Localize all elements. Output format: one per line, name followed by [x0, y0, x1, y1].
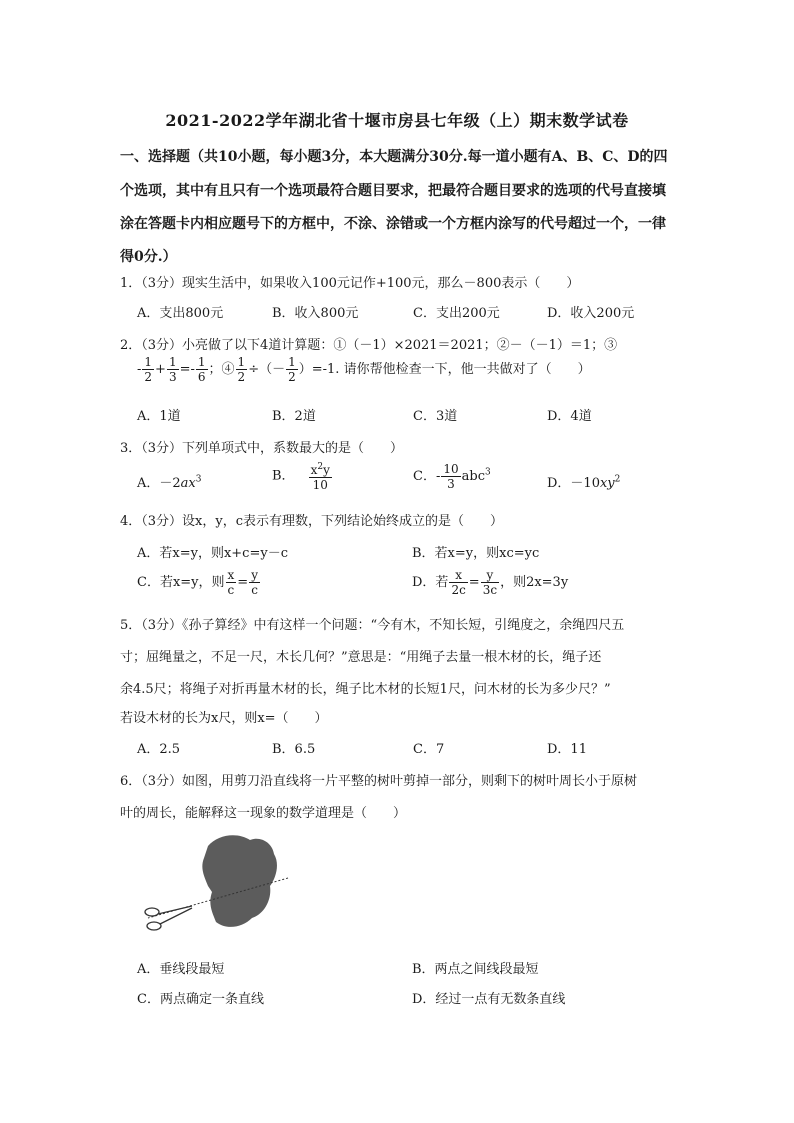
q2-option-c: C．3道 [413, 409, 458, 424]
division-sign: ÷（ [248, 362, 273, 377]
denominator: 2 [144, 370, 153, 384]
fraction [481, 568, 499, 597]
q6-option-a: A．垂线段最短 [137, 962, 225, 977]
question-5-line-1: 5．（3分）《孙子算经》中有这样一个问题：“今有木，不知长短，引绳度之，余绳四尺五 [120, 618, 625, 633]
q1-option-b: B．收入800元 [272, 306, 359, 321]
exponent: 2 [317, 462, 324, 472]
q3-option-c [413, 462, 491, 491]
question-3-stem: 3．（3分）下列单项式中，系数最大的是（ ） [120, 441, 404, 456]
fraction [286, 355, 298, 384]
fraction [449, 568, 467, 597]
denominator: 2c [451, 583, 466, 597]
question-2-tail: ）=-1. 请你帮他检查一下，他一共做对了（ ） [298, 362, 591, 377]
question-2-stem: 2．（3分）小亮做了以下4道计算题：①（－1）×2021＝2021；②－（－1）＝1；③ [120, 338, 618, 353]
option-label: B． [272, 468, 295, 484]
q3-option-d [547, 472, 620, 491]
question-6-line-2: 叶的周长，能解释这一现象的数学道理是（ ） [120, 806, 407, 821]
q5-option-a: A．2.5 [137, 742, 181, 757]
numerator: 1 [237, 355, 246, 369]
fraction [167, 355, 179, 384]
question-2-expression [137, 355, 591, 384]
section-instructions-line-3: 涂在答题卡内相应题号下的方框中，不涂、涂错或一个方框内涂写的代号超过一个，一律 [120, 216, 666, 232]
plus-sign: + [155, 362, 166, 377]
variable: ax [180, 476, 196, 491]
option-label: A．－2 [137, 476, 181, 491]
denominator: 6 [197, 370, 206, 384]
q4-option-d [412, 568, 568, 597]
q2-option-d: D．4道 [547, 409, 592, 424]
q1-option-d: D．收入200元 [547, 306, 635, 321]
numerator: 1 [144, 355, 153, 369]
fraction [236, 355, 248, 384]
leaf-shape [202, 835, 277, 927]
variable: abc [461, 469, 485, 484]
option-label: C．若x=y，则 [137, 575, 225, 590]
variable: x [310, 463, 318, 477]
option-tail: ，则2x=3y [500, 575, 569, 590]
q4-option-c [137, 568, 261, 597]
numerator: 1 [168, 355, 177, 369]
numerator: x [227, 568, 235, 582]
denominator: 2 [288, 370, 296, 384]
q6-option-d: D．经过一点有无数条直线 [412, 992, 566, 1007]
denominator: c [227, 583, 235, 597]
section-instructions-line-2: 个选项，其中有且只有一个选项最符合题目要求，把最符合题目要求的选项的代号直接填 [120, 183, 666, 199]
fraction [441, 462, 460, 491]
q3-option-b [272, 460, 333, 492]
fraction [309, 460, 332, 492]
q6-option-b: B．两点之间线段最短 [412, 962, 539, 977]
q1-option-c: C．支出200元 [413, 306, 500, 321]
denominator: 10 [312, 478, 328, 492]
minus-sign: - [137, 362, 142, 377]
minus-sign: － [272, 362, 286, 377]
q4-option-a: A．若x=y，则x+c=y－c [137, 546, 288, 561]
numerator: x [449, 568, 467, 583]
denominator: 3 [168, 370, 177, 384]
numerator [309, 460, 332, 478]
section-instructions-line-4: 得0分.） [120, 249, 177, 265]
section-instructions-line-1: 一、选择题（共10小题，每小题3分，本大题满分30分.每一道小题有A、B、C、D的四 [120, 149, 668, 165]
equals-sign: =- [179, 362, 195, 377]
denominator: 3 [447, 477, 455, 491]
question-5-line-4: 若设木材的长为x尺，则x=（ ） [120, 711, 328, 726]
question-1-stem: 1．（3分）现实生活中，如果收入100元记作+100元，那么－800表示（ ） [120, 276, 580, 291]
variable: xy [599, 476, 615, 491]
question-5-line-2: 寸；屈绳量之，不足一尺，木长几何？”意思是：“用绳子去量一根木材的长，绳子还 [120, 650, 602, 665]
variable: y [323, 463, 330, 477]
option-label: C． [413, 469, 436, 484]
denominator: 3c [482, 583, 498, 597]
fraction [142, 355, 154, 384]
leaf-scissors-figure [138, 826, 298, 946]
option-label: D．－10 [547, 476, 600, 491]
q5-option-c: C．7 [413, 742, 445, 757]
exponent: 3 [195, 474, 202, 485]
exponent: 3 [485, 467, 491, 478]
q4-option-b: B．若x=y，则xc=yc [412, 546, 540, 561]
fraction [196, 355, 208, 384]
q5-option-b: B．6.5 [272, 742, 316, 757]
q2-option-a: A．1道 [137, 409, 181, 424]
q3-option-a [137, 472, 202, 491]
fraction [249, 568, 260, 597]
numerator: y [251, 568, 258, 582]
q1-option-a: A．支出800元 [137, 306, 224, 321]
q6-option-c: C．两点确定一条直线 [137, 992, 264, 1007]
numerator: 1 [197, 355, 206, 369]
scissors-icon [145, 906, 192, 930]
equals-sign: = [468, 575, 480, 590]
fraction [226, 568, 237, 597]
numerator: y [481, 568, 499, 583]
separator-text: ；④ [208, 362, 235, 377]
q2-option-b: B．2道 [272, 409, 316, 424]
question-4-stem: 4．（3分）设x，y，c表示有理数，下列结论始终成立的是（ ） [120, 514, 503, 529]
exponent: 2 [614, 474, 621, 485]
denominator: c [251, 583, 258, 597]
numerator: 1 [288, 355, 296, 369]
equals-sign: = [237, 575, 249, 590]
question-6-line-1: 6．（3分）如图，用剪刀沿直线将一片平整的树叶剪掉一部分，则剩下的树叶周长小于原树 [120, 774, 638, 789]
numerator: 10 [443, 462, 459, 476]
option-label: D．若 [412, 575, 449, 590]
question-5-line-3: 余4.5尺；将绳子对折再量木材的长，绳子比木材的长短1尺，问木材的长为多少尺？” [120, 682, 611, 697]
minus-sign: - [435, 469, 441, 484]
page-title: 2021-2022学年湖北省十堰市房县七年级（上）期末数学试卷 [165, 111, 629, 130]
denominator: 2 [237, 370, 246, 384]
q5-option-d: D．11 [547, 742, 587, 757]
